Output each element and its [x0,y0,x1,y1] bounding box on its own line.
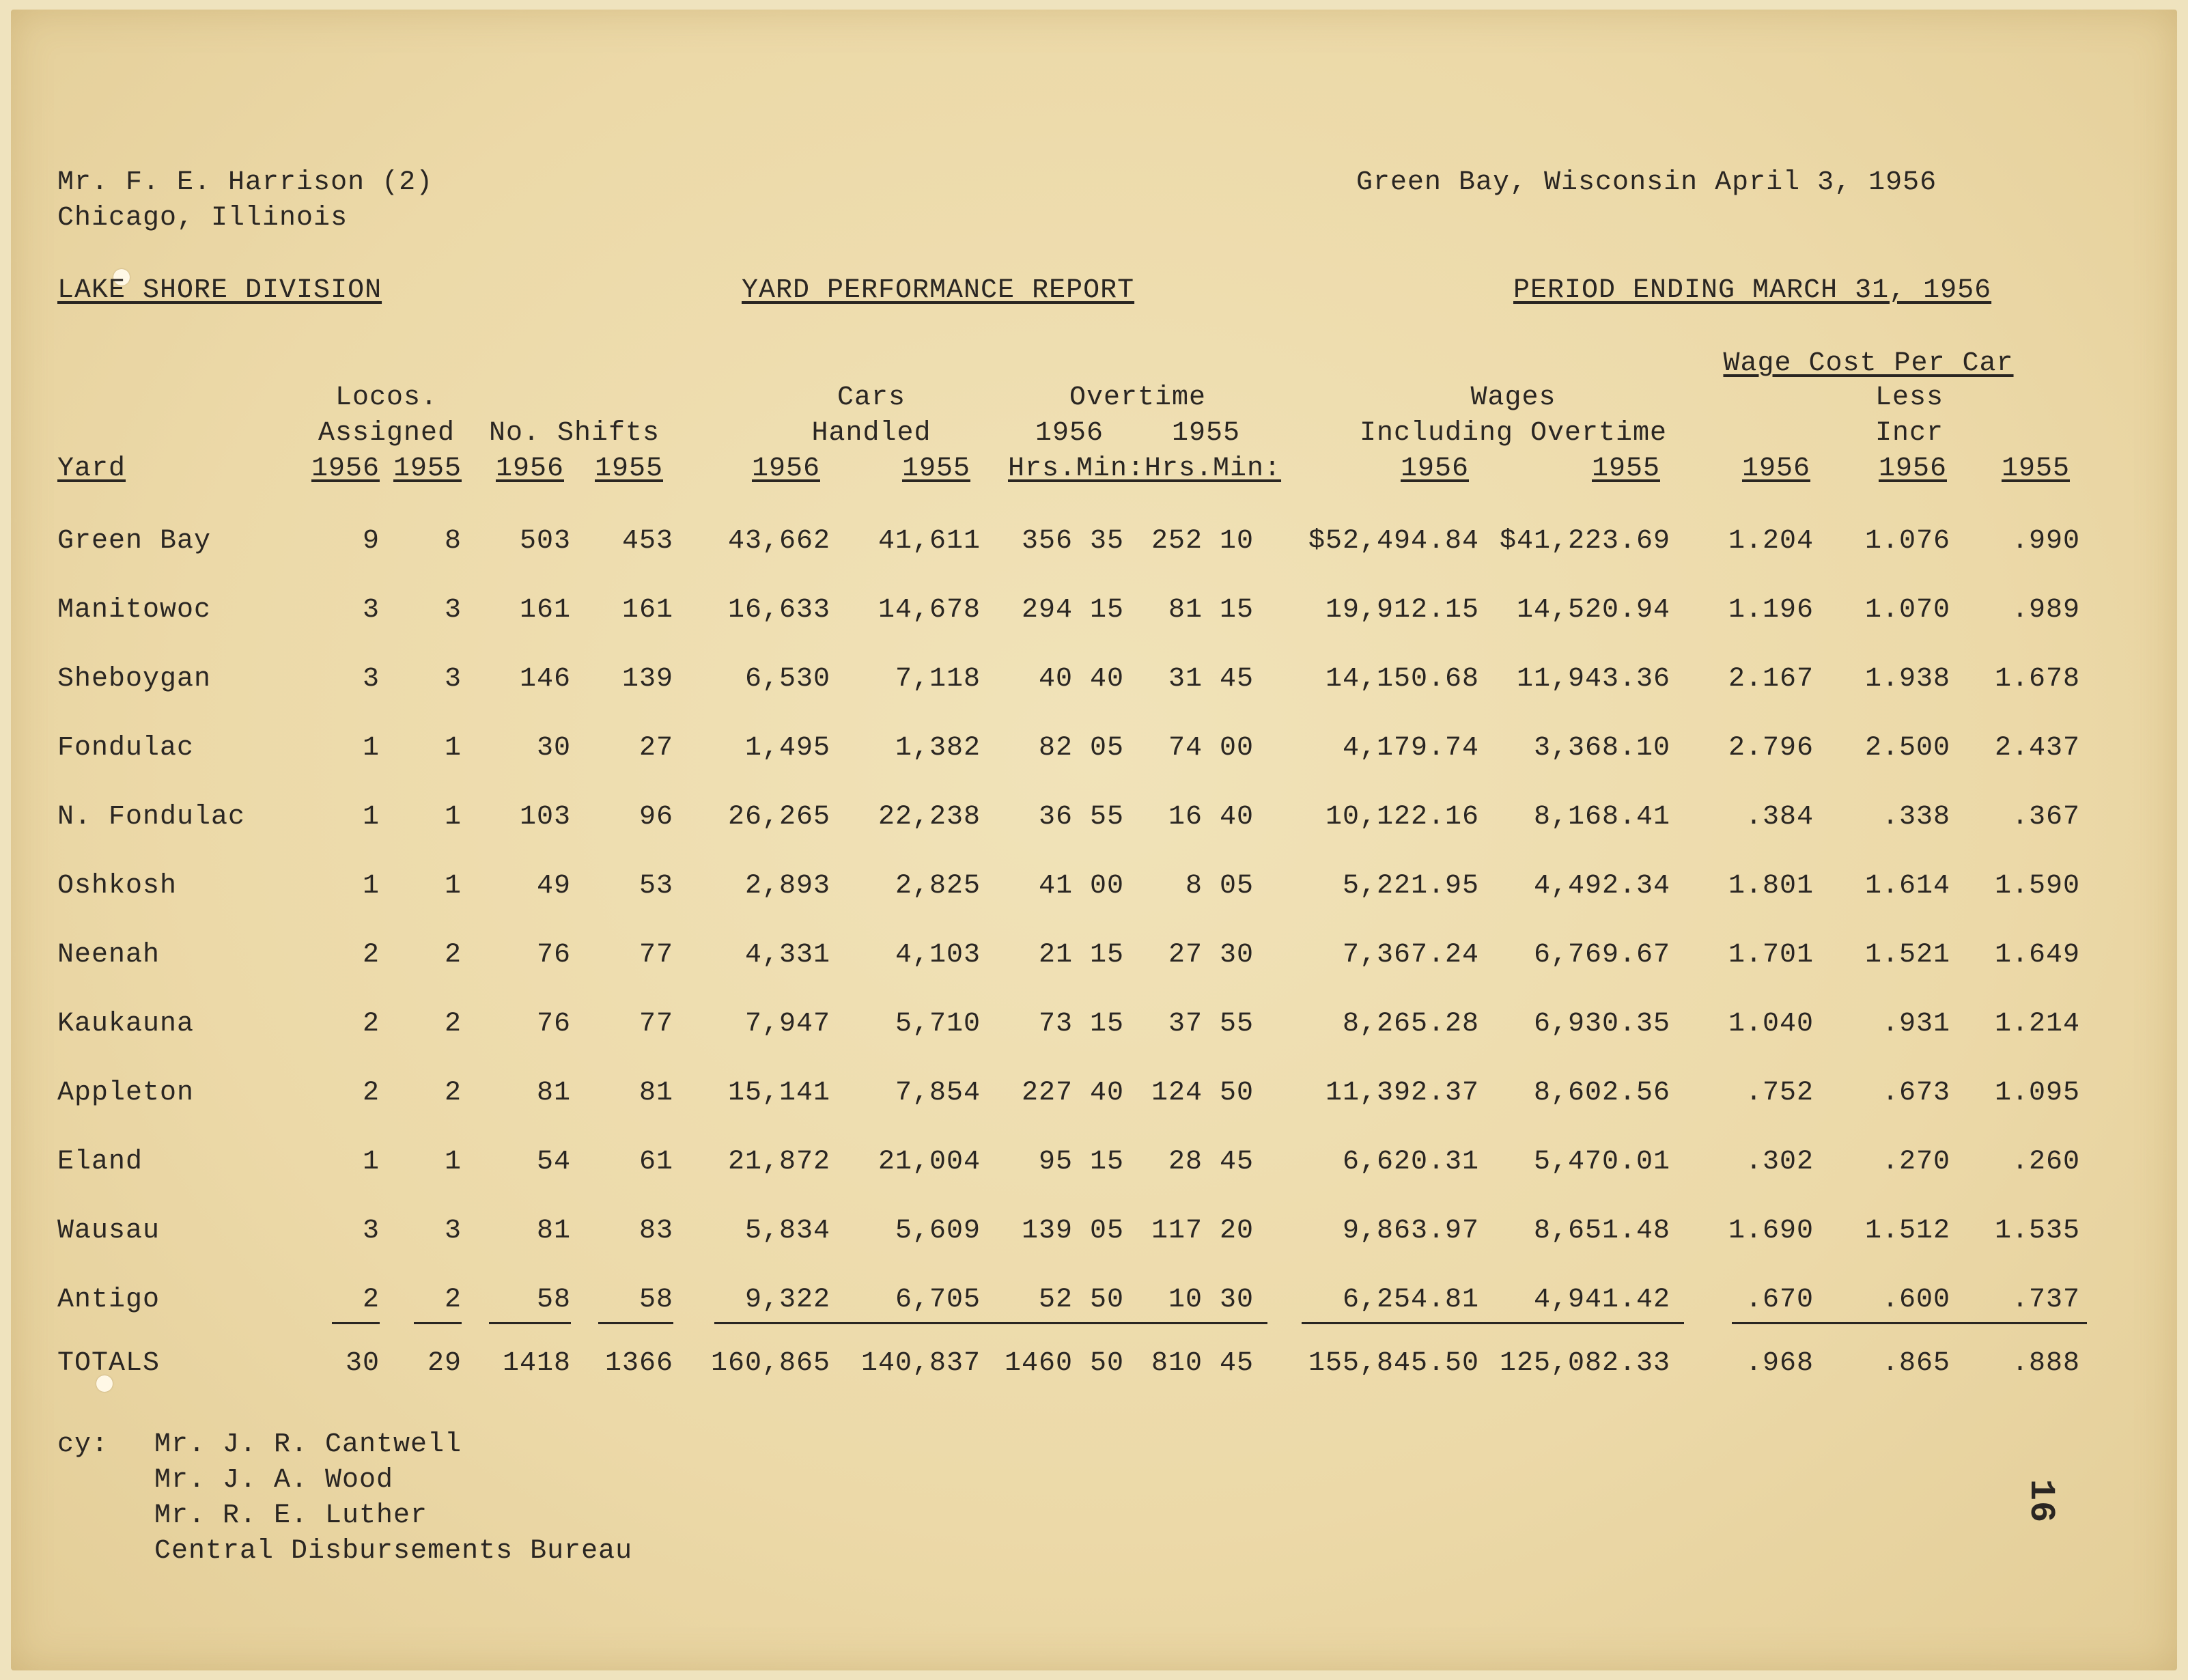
cell-wcpc-less-incr-1956: 1.614 [1864,871,1950,901]
cell-wcpc-less-incr-1956: 2.500 [1864,733,1950,764]
cell-overtime-1955: 10 30 [1168,1285,1254,1315]
cell-cars-1955: 21,004 [878,1147,981,1177]
cell-wages-1955: 8,651.48 [1533,1216,1670,1246]
header-assigned: Assigned [318,418,455,449]
cell-yard: Kaukauna [57,1009,195,1039]
period-ending: PERIOD ENDING MARCH 31, 1956 [1513,275,1992,306]
cell-wcpc-less-incr-1956: .600 [1881,1285,1950,1315]
cell-wages-1955: 125,082.33 [1499,1348,1670,1379]
cell-yard: N. Fondulac [57,802,246,832]
cell-shifts-1955: 81 [639,1078,673,1108]
cell-wcpc-1955: 1.649 [1994,940,2080,970]
cell-shifts-1955: 83 [639,1216,673,1246]
cell-locos-1955: 1 [444,1147,462,1177]
cell-cars-1955: 4,103 [895,940,981,970]
cell-cars-1956: 21,872 [727,1147,830,1177]
cell-locos-1956: 1 [362,802,380,832]
cell-overtime-1956: 52 50 [1038,1285,1124,1315]
header-wage-cost-per-car: Wage Cost Per Car [1723,348,2014,379]
rule-wcpc [1732,1322,2087,1324]
cell-shifts-1955: 161 [621,595,673,626]
cell-cars-1955: 1,382 [895,733,981,764]
cell-cars-1956: 15,141 [727,1078,830,1108]
header-ot-hrs-1955: Hrs.Min: [1145,453,1282,484]
cell-overtime-1955: 810 45 [1151,1348,1254,1379]
division-title: LAKE SHORE DIVISION [57,275,382,306]
cell-yard: Fondulac [57,733,195,764]
cell-shifts-1956: 81 [536,1078,571,1108]
cell-yard: Green Bay [57,526,212,557]
cell-cars-1955: 140,837 [860,1348,981,1379]
rule-shifts-1955 [598,1322,673,1324]
cell-wcpc-1956: .302 [1745,1147,1814,1177]
cell-wages-1956: 9,863.97 [1342,1216,1479,1246]
cell-cars-1955: 41,611 [878,526,981,557]
cell-wcpc-1955: 1.678 [1994,664,2080,695]
cell-yard: Sheboygan [57,664,212,695]
cell-wcpc-less-incr-1956: .338 [1881,802,1950,832]
cell-wcpc-1956: 1.701 [1728,940,1814,970]
cell-wcpc-1956: 2.796 [1728,733,1814,764]
cell-locos-1956: 1 [362,1147,380,1177]
cell-overtime-1955: 81 15 [1168,595,1254,626]
cell-cars-1956: 2,893 [744,871,830,901]
cell-cars-1956: 6,530 [744,664,830,695]
cell-cars-1955: 7,118 [895,664,981,695]
cell-wcpc-1955: 1.535 [1994,1216,2080,1246]
cell-yard: Wausau [57,1216,160,1246]
cell-cars-1956: 43,662 [727,526,830,557]
cell-shifts-1955: 58 [639,1285,673,1315]
addressee-line-2: Chicago, Illinois [57,203,348,234]
cell-shifts-1955: 77 [639,940,673,970]
cell-cars-1956: 5,834 [744,1216,830,1246]
header-wages-1956: 1956 [1400,453,1469,484]
cell-wcpc-1955: 1.095 [1994,1078,2080,1108]
cell-locos-1956: 1 [362,733,380,764]
cell-overtime-1956: 40 40 [1038,664,1124,695]
cell-wcpc-less-incr-1956: 1.076 [1864,526,1950,557]
cell-wcpc-1955: .737 [2011,1285,2080,1315]
cell-locos-1956: 2 [362,1009,380,1039]
cell-wcpc-less-incr-1956: .931 [1881,1009,1950,1039]
cell-locos-1955: 3 [444,595,462,626]
header-handled: Handled [811,418,931,449]
cell-locos-1955: 1 [444,802,462,832]
header-ot-1956: 1956 [1035,418,1104,449]
header-ot-1955: 1955 [1171,418,1240,449]
cell-overtime-1956: 356 35 [1021,526,1124,557]
cell-overtime-1955: 28 45 [1168,1147,1254,1177]
cell-shifts-1956: 103 [519,802,571,832]
cell-cars-1955: 14,678 [878,595,981,626]
cell-wages-1955: 4,492.34 [1533,871,1670,901]
cell-shifts-1955: 61 [639,1147,673,1177]
cell-locos-1956: 2 [362,940,380,970]
copy-recipient: Mr. J. R. Cantwell [154,1429,462,1460]
cell-cars-1955: 2,825 [895,871,981,901]
page-number: 16 [2021,1479,2062,1524]
cell-cars-1956: 4,331 [744,940,830,970]
cell-locos-1956: 3 [362,595,380,626]
cell-cars-1956: 16,633 [727,595,830,626]
addressee-line-1: Mr. F. E. Harrison (2) [57,167,434,198]
cell-wages-1955: 8,168.41 [1533,802,1670,832]
header-cars: Cars [837,382,906,413]
cell-wcpc-1955: 1.590 [1994,871,2080,901]
cell-wages-1956: 6,254.81 [1342,1285,1479,1315]
cell-locos-1955: 2 [444,1009,462,1039]
rule-shifts-1956 [489,1322,571,1324]
cell-wages-1955: 3,368.10 [1533,733,1670,764]
cell-overtime-1955: 124 50 [1151,1078,1254,1108]
cell-overtime-1956: 227 40 [1021,1078,1124,1108]
cell-locos-1955: 29 [427,1348,462,1379]
cell-cars-1955: 22,238 [878,802,981,832]
cell-overtime-1955: 37 55 [1168,1009,1254,1039]
cell-wcpc-1955: .990 [2011,526,2080,557]
cell-locos-1956: 30 [345,1348,380,1379]
cell-overtime-1955: 8 05 [1185,871,1254,901]
cell-yard: Appleton [57,1078,195,1108]
header-ot-hrs-1956: Hrs.Min: [1008,453,1145,484]
header-incr: Incr [1875,418,1944,449]
cell-shifts-1956: 58 [536,1285,571,1315]
cell-shifts-1956: 76 [536,940,571,970]
cell-wages-1955: 14,520.94 [1516,595,1670,626]
cell-wcpc-less-incr-1956: .270 [1881,1147,1950,1177]
cell-cars-1956: 9,322 [744,1285,830,1315]
cell-wages-1956: 8,265.28 [1342,1009,1479,1039]
cell-wages-1956: $52,494.84 [1308,526,1479,557]
cell-wcpc-less-incr-1956: 1.521 [1864,940,1950,970]
cell-locos-1956: 2 [362,1285,380,1315]
cell-shifts-1955: 96 [639,802,673,832]
cell-overtime-1955: 252 10 [1151,526,1254,557]
cell-wages-1956: 11,392.37 [1325,1078,1479,1108]
cell-yard: Eland [57,1147,143,1177]
cell-overtime-1956: 1460 50 [1004,1348,1124,1379]
cell-shifts-1956: 1418 [502,1348,571,1379]
cell-cars-1955: 7,854 [895,1078,981,1108]
cell-shifts-1955: 77 [639,1009,673,1039]
cell-wcpc-1956: .968 [1745,1348,1814,1379]
rule-cars [714,1322,1267,1324]
cell-shifts-1955: 27 [639,733,673,764]
cell-yard: Neenah [57,940,160,970]
header-shifts: No. Shifts [489,418,660,449]
header-wcpc-1956: 1956 [1741,453,1810,484]
cell-wcpc-1956: 1.196 [1728,595,1814,626]
header-cars-1955: 1955 [901,453,970,484]
cell-locos-1955: 3 [444,664,462,695]
cell-wages-1955: 11,943.36 [1516,664,1670,695]
cell-wcpc-less-incr-1956: 1.512 [1864,1216,1950,1246]
cell-cars-1956: 160,865 [710,1348,830,1379]
copy-recipient: Mr. J. A. Wood [154,1465,394,1496]
cell-locos-1955: 8 [444,526,462,557]
cell-wcpc-1955: .888 [2011,1348,2080,1379]
cell-overtime-1955: 27 30 [1168,940,1254,970]
cell-overtime-1956: 36 55 [1038,802,1124,832]
cell-overtime-1955: 74 00 [1168,733,1254,764]
cell-shifts-1956: 161 [519,595,571,626]
header-wcpc-1955: 1955 [2001,453,2070,484]
cell-wages-1955: 8,602.56 [1533,1078,1670,1108]
cell-wcpc-1955: .260 [2011,1147,2080,1177]
place-date: Green Bay, Wisconsin April 3, 1956 [1356,167,1937,198]
cell-overtime-1956: 95 15 [1038,1147,1124,1177]
cell-shifts-1956: 49 [536,871,571,901]
copies-label: cy: [57,1429,109,1460]
cell-overtime-1956: 73 15 [1038,1009,1124,1039]
cell-wages-1956: 10,122.16 [1325,802,1479,832]
header-overtime: Overtime [1069,382,1207,413]
cell-locos-1956: 3 [362,1216,380,1246]
cell-overtime-1956: 82 05 [1038,733,1124,764]
cell-wcpc-1956: 1.204 [1728,526,1814,557]
cell-cars-1955: 6,705 [895,1285,981,1315]
cell-shifts-1956: 146 [519,664,571,695]
cell-shifts-1956: 81 [536,1216,571,1246]
cell-overtime-1956: 294 15 [1021,595,1124,626]
cell-yard: Manitowoc [57,595,212,626]
copy-recipient: Central Disbursements Bureau [154,1536,633,1567]
cell-locos-1956: 3 [362,664,380,695]
cell-wcpc-less-incr-1956: .673 [1881,1078,1950,1108]
cell-locos-1955: 2 [444,1285,462,1315]
cell-shifts-1955: 53 [639,871,673,901]
header-shifts-1955: 1955 [594,453,663,484]
cell-wages-1956: 7,367.24 [1342,940,1479,970]
header-wages: Wages [1470,382,1556,413]
cell-wages-1956: 19,912.15 [1325,595,1479,626]
cell-wages-1955: $41,223.69 [1499,526,1670,557]
header-less: Less [1875,382,1944,413]
cell-yard: Antigo [57,1285,160,1315]
cell-wcpc-1956: 1.801 [1728,871,1814,901]
cell-wages-1956: 4,179.74 [1342,733,1479,764]
cell-yard: TOTALS [57,1348,160,1379]
cell-shifts-1955: 139 [621,664,673,695]
cell-locos-1956: 9 [362,526,380,557]
cell-wcpc-1956: 1.690 [1728,1216,1814,1246]
cell-overtime-1955: 16 40 [1168,802,1254,832]
cell-locos-1956: 1 [362,871,380,901]
cell-overtime-1955: 31 45 [1168,664,1254,695]
cell-wcpc-1956: .752 [1745,1078,1814,1108]
cell-locos-1955: 3 [444,1216,462,1246]
cell-cars-1955: 5,609 [895,1216,981,1246]
header-incl-overtime: Including Overtime [1359,418,1668,449]
cell-wcpc-less-incr-1956: .865 [1881,1348,1950,1379]
cell-wages-1956: 155,845.50 [1308,1348,1479,1379]
cell-wages-1956: 14,150.68 [1325,664,1479,695]
cell-wcpc-1955: 2.437 [1994,733,2080,764]
cell-wcpc-1955: .989 [2011,595,2080,626]
cell-wages-1956: 5,221.95 [1342,871,1479,901]
header-yard: Yard [57,453,126,484]
cell-overtime-1955: 117 20 [1151,1216,1254,1246]
cell-locos-1955: 2 [444,1078,462,1108]
cell-cars-1956: 1,495 [744,733,830,764]
cell-wcpc-1955: .367 [2011,802,2080,832]
cell-cars-1956: 26,265 [727,802,830,832]
cell-overtime-1956: 21 15 [1038,940,1124,970]
cell-overtime-1956: 139 05 [1021,1216,1124,1246]
rule-wages [1302,1322,1684,1324]
cell-cars-1956: 7,947 [744,1009,830,1039]
cell-locos-1956: 2 [362,1078,380,1108]
report-title: YARD PERFORMANCE REPORT [742,275,1135,306]
cell-wages-1955: 5,470.01 [1533,1147,1670,1177]
rule-locos-1956 [332,1322,380,1324]
header-locos-1956: 1956 [311,453,380,484]
cell-wcpc-less-incr-1956: 1.070 [1864,595,1950,626]
cell-cars-1955: 5,710 [895,1009,981,1039]
cell-wcpc-1956: .670 [1745,1285,1814,1315]
cell-wages-1955: 4,941.42 [1533,1285,1670,1315]
header-locos: Locos. [335,382,438,413]
rule-locos-1955 [414,1322,462,1324]
cell-locos-1955: 1 [444,733,462,764]
header-less-1956: 1956 [1878,453,1947,484]
cell-shifts-1956: 54 [536,1147,571,1177]
header-wages-1955: 1955 [1591,453,1660,484]
cell-wcpc-1956: 2.167 [1728,664,1814,695]
header-locos-1955: 1955 [393,453,462,484]
cell-wcpc-1955: 1.214 [1994,1009,2080,1039]
cell-wages-1956: 6,620.31 [1342,1147,1479,1177]
header-cars-1956: 1956 [751,453,820,484]
document-sheet [11,10,2177,1670]
cell-wcpc-less-incr-1956: 1.938 [1864,664,1950,695]
cell-shifts-1955: 453 [621,526,673,557]
cell-wages-1955: 6,769.67 [1533,940,1670,970]
copy-recipient: Mr. R. E. Luther [154,1500,428,1531]
cell-locos-1955: 1 [444,871,462,901]
cell-wcpc-1956: 1.040 [1728,1009,1814,1039]
cell-overtime-1956: 41 00 [1038,871,1124,901]
cell-wages-1955: 6,930.35 [1533,1009,1670,1039]
cell-shifts-1956: 76 [536,1009,571,1039]
header-shifts-1956: 1956 [495,453,564,484]
cell-yard: Oshkosh [57,871,178,901]
cell-wcpc-1956: .384 [1745,802,1814,832]
cell-shifts-1956: 30 [536,733,571,764]
cell-locos-1955: 2 [444,940,462,970]
cell-shifts-1955: 1366 [604,1348,673,1379]
cell-shifts-1956: 503 [519,526,571,557]
